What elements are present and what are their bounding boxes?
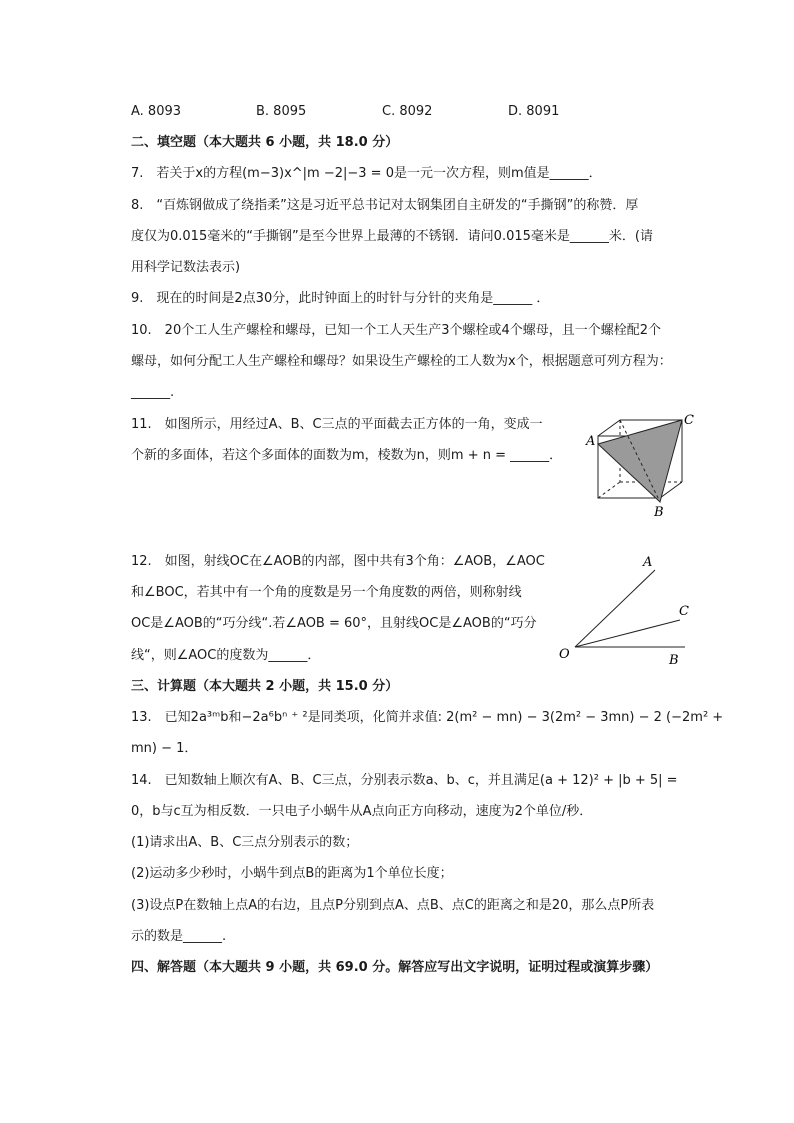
- cube-figure: [580, 410, 700, 520]
- question-14-line-2: 0，b与c互为相反数．一只电子小蜗牛从A点向正方向移动，速度为2个单位/秒．: [131, 804, 593, 819]
- question-12-line-4: 线“，则∠AOC的度数为______．: [131, 648, 321, 663]
- option-a: A. 8093: [131, 104, 182, 119]
- angle-label-b: B: [669, 653, 679, 668]
- cube-label-b: B: [654, 505, 664, 520]
- ray-oa: [575, 570, 655, 647]
- question-11-line-2: 个新的多面体，若这个多面体的面数为m，棱数为n，则m + n = ______．: [131, 448, 563, 463]
- question-11-line-1: 11. 如图所示，用经过A、B、C三点的平面截去正方体的一角，变成一: [131, 417, 543, 432]
- question-9: 9. 现在的时间是2点30分，此时钟面上的时针与分针的夹角是______ ．: [131, 291, 550, 306]
- question-13-line-2: mn) − 1．: [131, 741, 198, 756]
- cut-triangle: [598, 420, 682, 502]
- section-fill-in-heading: 二、填空题（本大题共 6 小题，共 18.0 分）: [131, 135, 399, 150]
- question-14-part-3-line-2: 示的数是______.: [131, 929, 227, 944]
- question-10-line-2: 螺母，如何分配工人生产螺栓和螺母？如果设生产螺栓的工人数为x个，根据题意可列方程为：: [131, 354, 672, 369]
- question-12-line-3: OC是∠AOB的“巧分线“.若∠AOB = 60°，且射线OC是∠AOB的“巧分: [131, 616, 537, 631]
- question-12-line-1: 12. 如图，射线OC在∠AOB的内部，图中共有3个角：∠AOB，∠AOC: [131, 554, 545, 569]
- question-10-line-1: 10. 20个工人生产螺栓和螺母，已知一个工人天生产3个螺栓或4个螺母，且一个螺栓配2个: [131, 323, 662, 338]
- option-d: D. 8091: [508, 104, 560, 119]
- section-answer-heading: 四、解答题（本大题共 9 小题，共 69.0 分。解答应写出文字说明，证明过程或演算步骤）: [131, 960, 659, 975]
- question-8-line-3: 用科学记数法表示): [131, 260, 241, 275]
- question-14-part-1: (1)请求出A、B、C三点分别表示的数；: [131, 835, 359, 850]
- ray-oc: [575, 620, 680, 647]
- question-14-part-3-line-1: (3)设点P在数轴上点A的右边，且点P分别到点A、点B、点C的距离之和是20，那么点P所表: [131, 898, 655, 913]
- section-calc-heading: 三、计算题（本大题共 2 小题，共 15.0 分）: [131, 679, 399, 694]
- cube-label-a: A: [586, 434, 596, 449]
- option-c: C. 8092: [382, 104, 433, 119]
- question-13-line-1: 13. 已知2a³ᵐb和−2a⁶bⁿ ⁺ ²是同类项，化简并求值: 2(m² − mn) − 3(2m² − 3mn) − 2 (−2m² +: [131, 710, 724, 725]
- angle-label-a: A: [643, 555, 653, 570]
- angle-label-o: O: [559, 647, 570, 662]
- question-14-part-2: (2)运动多少秒时，小蜗牛到点B的距离为1个单位长度；: [131, 866, 453, 881]
- angle-figure: [555, 550, 695, 675]
- angle-label-c: C: [679, 604, 689, 619]
- option-b: B. 8095: [256, 104, 307, 119]
- question-7: 7. 若关于x的方程(m−3)x^|m −2|−3 = 0是一元一次方程，则m值是______．: [131, 166, 602, 181]
- question-8-line-2: 度仅为0.015毫米的“手撕钢”是至今世界上最薄的不锈钢．请问0.015毫米是______米．(请: [131, 229, 653, 244]
- cube-label-c: C: [684, 413, 694, 428]
- question-8-line-1: 8. “百炼钢做成了绕指柔”这是习近平总书记对太钢集团自主研发的“手撕钢”的称赞．厚: [131, 198, 639, 213]
- question-14-line-1: 14. 已知数轴上顺次有A、B、C三点，分别表示数a、b、c，并且满足(a + 12)² + |b + 5| =: [131, 773, 678, 788]
- question-12-line-2: 和∠BOC，若其中有一个角的度数是另一个角度数的两倍，则称射线: [131, 585, 522, 600]
- question-10-line-3: ______.: [131, 385, 175, 400]
